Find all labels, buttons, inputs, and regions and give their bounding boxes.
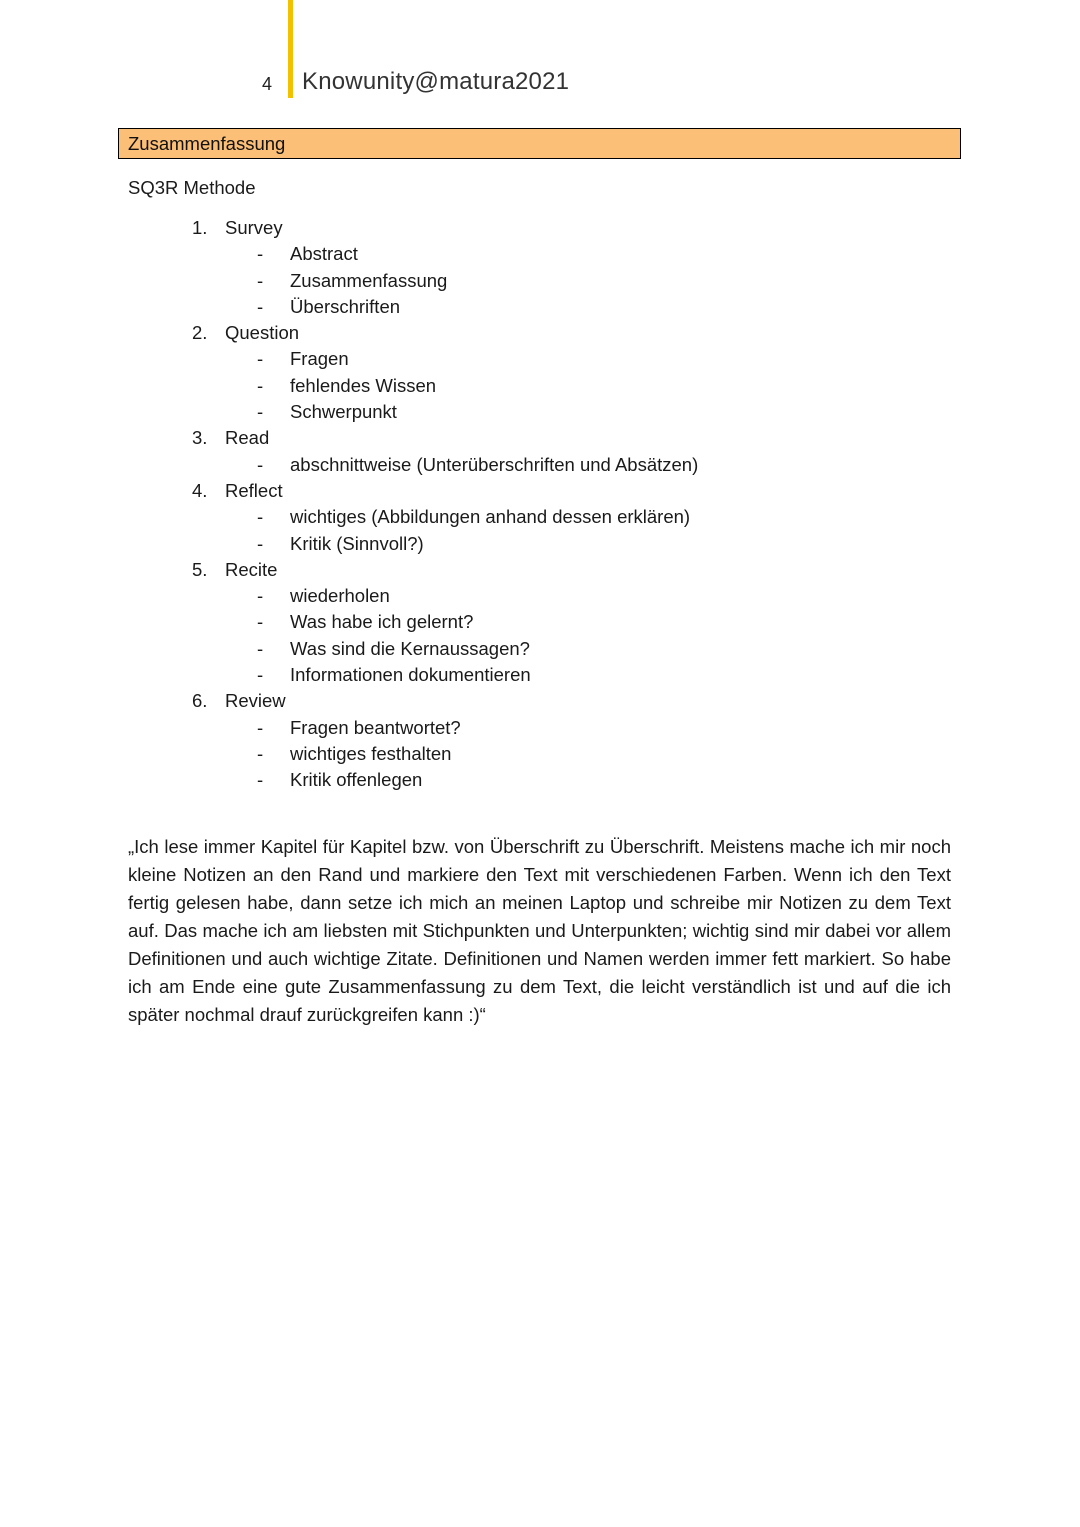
step-item bbox=[0, 425, 1080, 451]
step-subitem bbox=[0, 636, 1080, 662]
dash-bullet: - bbox=[257, 374, 264, 396]
step-label: Question bbox=[225, 322, 300, 344]
dash-bullet: - bbox=[257, 532, 264, 554]
step-item bbox=[0, 215, 1080, 241]
step-subitem bbox=[0, 662, 1080, 688]
subitem-text: Schwerpunkt bbox=[290, 401, 397, 423]
dash-bullet: - bbox=[257, 769, 264, 791]
dash-bullet: - bbox=[257, 401, 264, 423]
dash-bullet: - bbox=[257, 269, 264, 291]
subitem-text: Abstract bbox=[290, 243, 358, 265]
dash-bullet: - bbox=[257, 664, 264, 686]
subitem-text: Zusammenfassung bbox=[290, 269, 448, 291]
dash-bullet: - bbox=[257, 716, 264, 738]
dash-bullet: - bbox=[257, 243, 264, 265]
subitem-text: Was sind die Kernaussagen? bbox=[290, 637, 530, 659]
subitem-text: Überschriften bbox=[290, 295, 401, 317]
subitem-text: wiederholen bbox=[290, 585, 390, 607]
subitem-text: Informationen dokumentieren bbox=[290, 664, 531, 686]
step-label: Review bbox=[225, 690, 286, 712]
header-accent-line bbox=[288, 0, 293, 98]
step-number: 6. bbox=[192, 690, 208, 712]
step-subitem bbox=[0, 531, 1080, 557]
step-item bbox=[0, 320, 1080, 346]
step-number: 5. bbox=[192, 558, 208, 580]
method-title: SQ3R Methode bbox=[128, 177, 256, 198]
dash-bullet: - bbox=[257, 742, 264, 764]
step-subitem bbox=[0, 504, 1080, 530]
dash-bullet: - bbox=[257, 295, 264, 317]
subitem-text: fehlendes Wissen bbox=[290, 374, 437, 396]
quote-paragraph: „Ich lese immer Kapitel für Kapitel bzw. von Überschrift zu Überschrift. Meistens mache ich mir noch kleine Notizen an den Rand und markiere den Text mit verschiedenen Farben. Wenn ich den Text fertig gelesen habe, dann setze ich mich an meinen Laptop und schreibe mir Notizen zu dem Text auf. Das mache ich am liebsten mit Stichpunkten und Unterpunkten; wichtig sind mir dabei vor allem Definitionen und auch wichtige Zitate. Definitionen und Namen werden immer fett markiert. So habe ich am Ende eine gute Zusammenfassung zu dem Text, die leicht verständlich ist und auf die ich später nochmal drauf zurückgreifen kann :)“ bbox=[128, 836, 951, 1025]
step-subitem bbox=[0, 715, 1080, 741]
dash-bullet: - bbox=[257, 585, 264, 607]
step-subitem bbox=[0, 452, 1080, 478]
step-subitem bbox=[0, 346, 1080, 372]
step-label: Recite bbox=[225, 558, 278, 580]
dash-bullet: - bbox=[257, 348, 264, 370]
subitem-text: Fragen bbox=[290, 348, 349, 370]
section-heading: Zusammenfassung bbox=[128, 133, 286, 154]
page-number: 4 bbox=[262, 74, 273, 94]
step-number: 4. bbox=[192, 479, 208, 501]
step-subitem bbox=[0, 741, 1080, 767]
step-subitem bbox=[0, 268, 1080, 294]
dash-bullet: - bbox=[257, 611, 264, 633]
step-subitem bbox=[0, 767, 1080, 793]
step-subitem bbox=[0, 373, 1080, 399]
subitem-text: wichtiges festhalten bbox=[290, 742, 452, 764]
step-label: Reflect bbox=[225, 479, 283, 501]
step-item bbox=[0, 688, 1080, 714]
step-subitem bbox=[0, 609, 1080, 635]
header-title: Knowunity@matura2021 bbox=[302, 68, 570, 95]
steps-list bbox=[0, 215, 1080, 794]
step-subitem bbox=[0, 583, 1080, 609]
step-number: 2. bbox=[192, 322, 208, 344]
dash-bullet: - bbox=[257, 453, 264, 475]
step-label: Read bbox=[225, 427, 270, 449]
subitem-text: Was habe ich gelernt? bbox=[290, 611, 474, 633]
section-heading-box bbox=[118, 128, 961, 159]
step-subitem bbox=[0, 399, 1080, 425]
step-subitem bbox=[0, 294, 1080, 320]
dash-bullet: - bbox=[257, 637, 264, 659]
step-label: Survey bbox=[225, 217, 283, 238]
subitem-text: Fragen beantwortet? bbox=[290, 716, 461, 738]
dash-bullet: - bbox=[257, 506, 264, 528]
subitem-text: abschnittweise (Unterüberschriften und Absätzen) bbox=[290, 453, 699, 475]
step-item bbox=[0, 478, 1080, 504]
step-item bbox=[0, 557, 1080, 583]
subitem-text: Kritik offenlegen bbox=[290, 769, 423, 791]
subitem-text: Kritik (Sinnvoll?) bbox=[290, 532, 424, 554]
step-number: 1. bbox=[192, 217, 208, 238]
step-number: 3. bbox=[192, 427, 208, 449]
step-subitem bbox=[0, 241, 1080, 267]
subitem-text: wichtiges (Abbildungen anhand dessen erklären) bbox=[290, 506, 691, 528]
